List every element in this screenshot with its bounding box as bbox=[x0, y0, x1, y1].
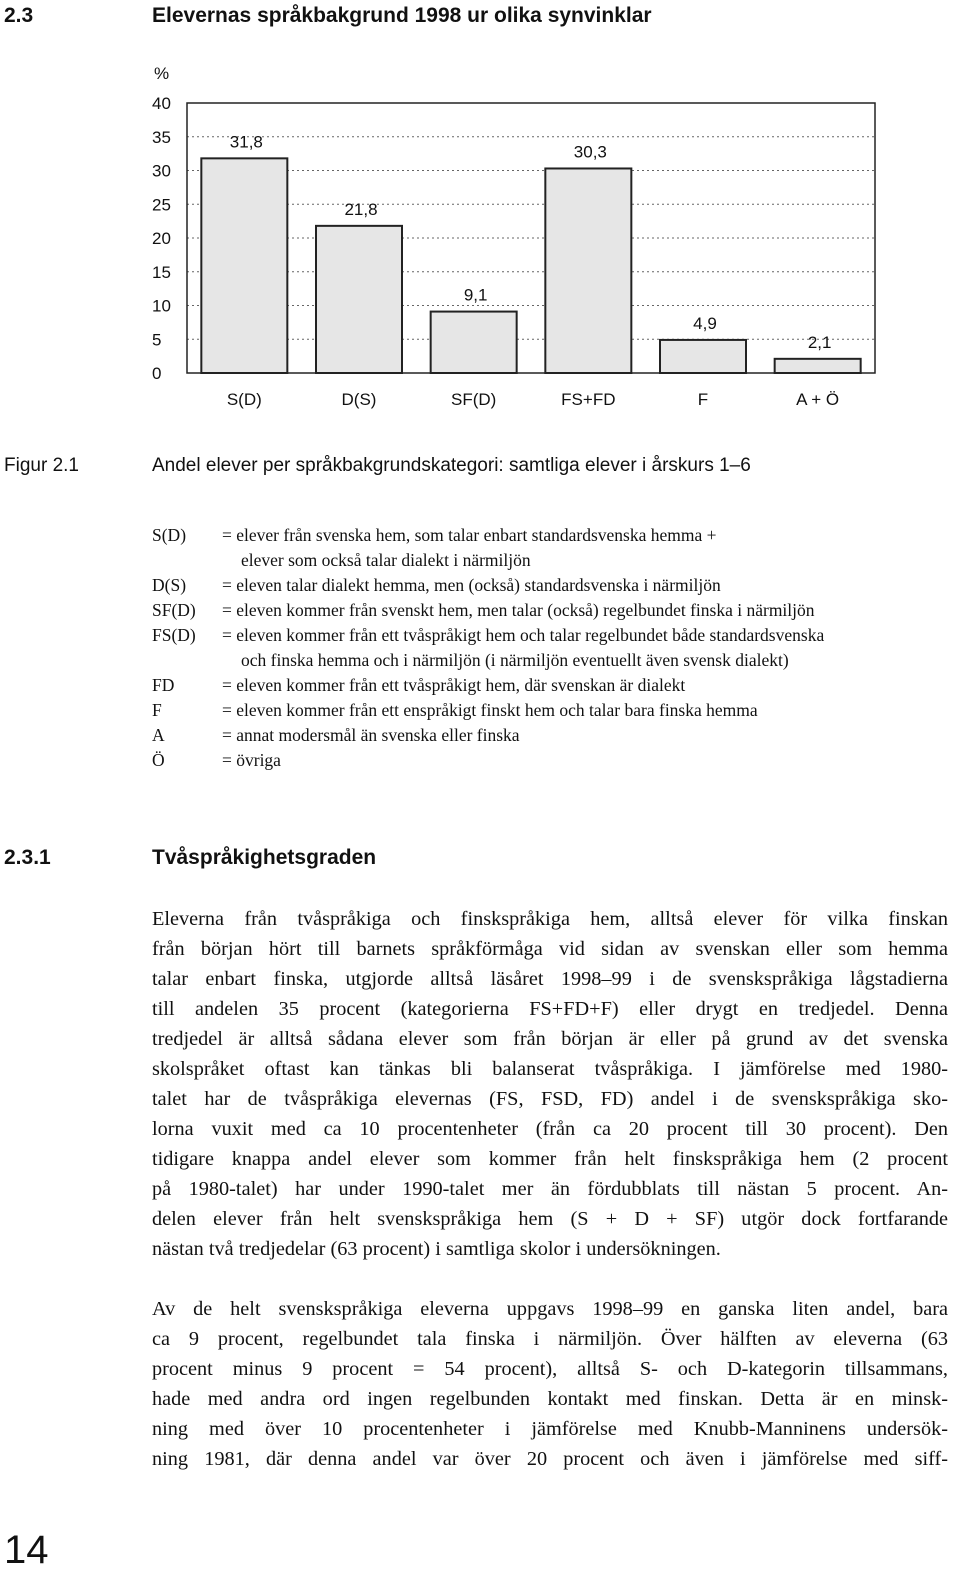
x-category-label: F bbox=[697, 390, 709, 409]
paragraph-line: delen elever från helt svenskspråkiga hem (S + D + SF) utgör dock fortfarande bbox=[152, 1208, 948, 1230]
x-category-label: D(S) bbox=[341, 390, 377, 409]
y-tick-label: 40 bbox=[152, 94, 171, 113]
bar bbox=[201, 158, 287, 373]
legend-code: S(D) bbox=[152, 525, 187, 545]
y-tick-label: 35 bbox=[152, 127, 171, 147]
body-paragraph-1 bbox=[152, 904, 948, 1264]
paragraph-line: tidigare knappa andel elever som kommer från helt finskspråkiga hem (2 procent bbox=[152, 1148, 948, 1170]
legend-row bbox=[152, 748, 952, 773]
y-tick-label: 25 bbox=[152, 195, 171, 215]
legend-code: F bbox=[152, 700, 162, 720]
section-number: 2.3 bbox=[4, 4, 34, 27]
legend-description-line: = eleven talar dialekt hemma, men (också) standardsvenska i närmiljön bbox=[222, 575, 721, 595]
x-category-label: A + Ö bbox=[796, 390, 840, 409]
bar bbox=[316, 226, 402, 373]
bar-value-label: 31,8 bbox=[229, 132, 263, 152]
legend-description bbox=[222, 598, 952, 623]
bar-chart bbox=[0, 55, 960, 420]
page-number: 14 bbox=[4, 1528, 49, 1572]
legend-row bbox=[152, 623, 952, 673]
legend-description bbox=[222, 523, 952, 573]
paragraph-line: på 1980-talet) har under 1990-talet mer än fördubblats till nästan 5 procent. An- bbox=[152, 1178, 948, 1200]
legend-description-line: och finska hemma och i närmiljön (i närmiljön eventuellt även svensk dialekt) bbox=[241, 650, 789, 670]
bar-value-label: 30,3 bbox=[573, 142, 607, 162]
subsection-number: 2.3.1 bbox=[4, 846, 51, 869]
legend-description-line: = eleven kommer från ett tvåspråkigt hem och talar regelbundet både standardsvenska bbox=[222, 625, 825, 645]
legend-code: Ö bbox=[152, 750, 165, 770]
legend-description bbox=[222, 723, 952, 748]
x-category-label: S(D) bbox=[226, 390, 262, 409]
legend-description bbox=[222, 748, 952, 773]
paragraph-line: från början hört till barnets språkförmåga vid sidan av svenskan eller som hemma bbox=[152, 938, 948, 960]
paragraph-line: talar enbart finska, utgjorde alltså läsåret 1998–99 i de svenskspråkiga lågstadierna bbox=[152, 968, 948, 990]
legend-code: A bbox=[152, 725, 165, 745]
legend-description bbox=[222, 573, 952, 598]
legend-description-line: elever som också talar dialekt i närmiljön bbox=[241, 550, 531, 570]
x-category-label: SF(D) bbox=[451, 390, 497, 409]
paragraph-line: nästan två tredjedelar (63 procent) i samtliga skolor i undersökningen. bbox=[152, 1238, 721, 1260]
legend-row bbox=[152, 523, 952, 573]
paragraph-line: till andelen 35 procent (kategorierna FS+FD+F) eller drygt en tredjedel. Denna bbox=[152, 998, 948, 1020]
legend-code: FS(D) bbox=[152, 625, 196, 645]
legend-code: D(S) bbox=[152, 575, 187, 595]
x-category-label: FS+FD bbox=[561, 390, 616, 409]
legend-description bbox=[222, 698, 952, 723]
bar-value-label: 2,1 bbox=[807, 332, 832, 352]
y-tick-label: 15 bbox=[152, 262, 171, 282]
legend-row bbox=[152, 723, 952, 748]
legend-description bbox=[222, 623, 952, 673]
legend-code: SF(D) bbox=[152, 600, 196, 620]
bar-value-label: 4,9 bbox=[693, 313, 717, 333]
y-tick-label: 5 bbox=[152, 330, 162, 350]
subsection-title: Tvåspråkighetsgraden bbox=[152, 846, 377, 869]
bar-value-label: 9,1 bbox=[463, 285, 488, 305]
legend-row bbox=[152, 573, 952, 598]
bar bbox=[431, 312, 517, 373]
paragraph-line: lorna vuxit med ca 10 procentenheter (från ca 20 procent till 30 procent). Den bbox=[152, 1118, 948, 1140]
legend-row bbox=[152, 673, 952, 698]
bar bbox=[660, 340, 746, 373]
figure-caption: Andel elever per språkbakgrundskategori: samtliga elever i årskurs 1–6 bbox=[152, 455, 751, 476]
legend-description-line: = eleven kommer från ett enspråkigt finskt hem och talar bara finska hemma bbox=[222, 700, 758, 720]
legend-code: FD bbox=[152, 675, 175, 695]
bar-value-label: 21,8 bbox=[344, 199, 378, 219]
y-tick-label: 0 bbox=[152, 364, 162, 383]
y-tick-label: 30 bbox=[152, 161, 171, 181]
paragraph-line: Eleverna från tvåspråkiga och finskspråkiga hem, alltså elever för vilka finskan bbox=[152, 908, 948, 930]
y-tick-label: 20 bbox=[152, 229, 171, 248]
paragraph-line: skolspråket oftast kan tänkas bli balanserat tvåspråkiga. I jämförelse med 1980- bbox=[152, 1058, 948, 1080]
paragraph-line: Av de helt svenskspråkiga eleverna uppgavs 1998–99 en ganska liten andel, bara bbox=[152, 1298, 948, 1320]
y-tick-label: 10 bbox=[152, 296, 171, 316]
paragraph-line: ning med över 10 procentenheter i jämförelse med Knubb-Manninens undersök- bbox=[152, 1418, 948, 1440]
section-title: Elevernas språkbakgrund 1998 ur olika synvinklar bbox=[152, 4, 652, 27]
legend-description bbox=[222, 673, 952, 698]
paragraph-line: tredjedel är alltså sådana elever som från början är eller på grund av det svenska bbox=[152, 1028, 948, 1050]
figure-label: Figur 2.1 bbox=[4, 455, 79, 476]
paragraph-line: ning 1981, där denna andel var över 20 procent och även i jämförelse med siff- bbox=[152, 1448, 948, 1470]
paragraph-line: talet har de tvåspråkiga elevernas (FS, FSD, FD) andel i de svenskspråkiga sko- bbox=[152, 1088, 948, 1110]
paragraph-line: hade med andra ord ingen regelbunden kontakt med finskan. Detta är en minsk- bbox=[152, 1388, 948, 1410]
legend-row bbox=[152, 598, 952, 623]
bar bbox=[545, 168, 631, 373]
bar bbox=[775, 359, 861, 373]
plot-frame bbox=[187, 103, 875, 373]
y-unit-label: % bbox=[154, 64, 170, 83]
legend-description-line: = annat modersmål än svenska eller finska bbox=[222, 725, 520, 745]
legend-description-line: = eleven kommer från ett tvåspråkigt hem, där svenskan är dialekt bbox=[222, 675, 686, 695]
legend-description-line: = övriga bbox=[222, 750, 281, 770]
legend-row bbox=[152, 698, 952, 723]
body-paragraph-2 bbox=[152, 1294, 948, 1474]
paragraph-line: ca 9 procent, regelbundet tala finska i närmiljön. Över hälften av eleverna (63 bbox=[152, 1328, 948, 1350]
paragraph-line: procent minus 9 procent = 54 procent), alltså S- och D-kategorin tillsammans, bbox=[152, 1358, 948, 1380]
legend-description-line: = eleven kommer från svenskt hem, men talar (också) regelbundet finska i närmiljön bbox=[222, 600, 815, 620]
category-legend bbox=[152, 523, 952, 773]
legend-description-line: = elever från svenska hem, som talar enbart standardsvenska hemma + bbox=[222, 525, 717, 545]
